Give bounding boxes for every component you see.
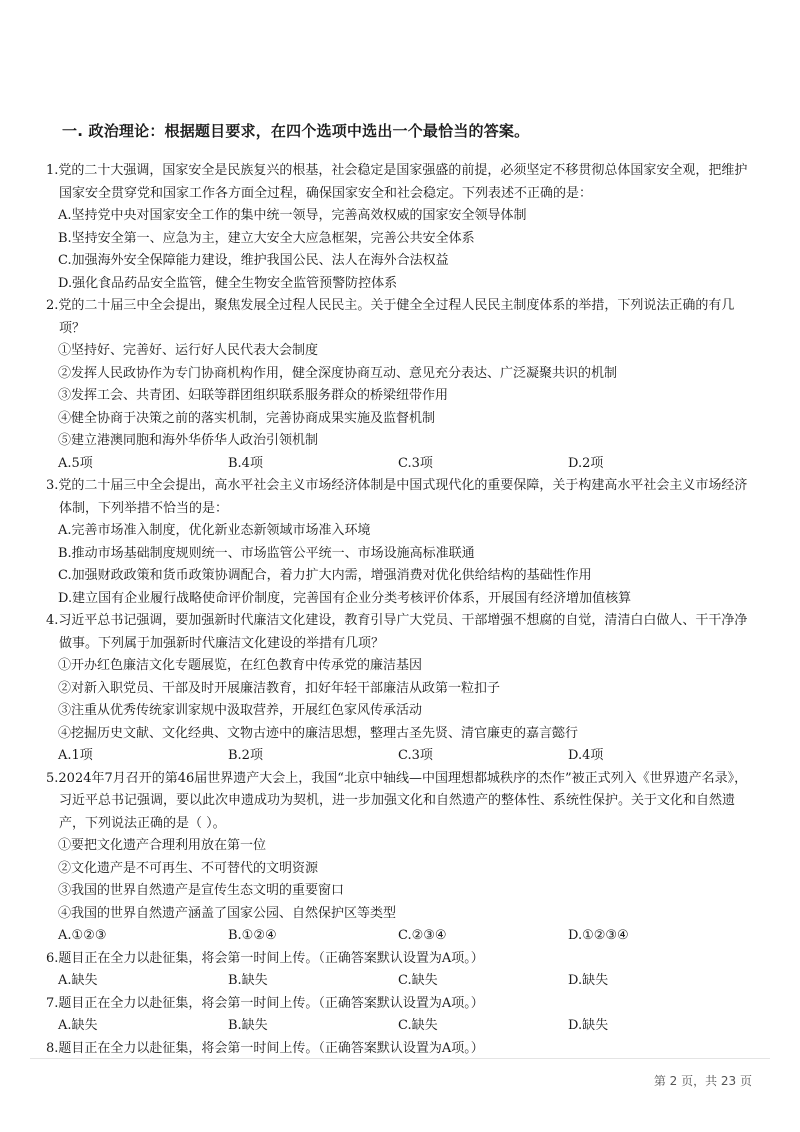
question-stem: 7.题目正在全力以赴征集，将会第一时间上传。（正确答案默认设置为A项。）: [46, 995, 484, 1011]
statement-item: ③我国的世界自然遗产是宣传生态文明的重要窗口: [58, 883, 345, 898]
answer-option: C.加强财政政策和货币政策协调配合，着力扩大内需，增强消费对优化供给结构的基础性作用: [58, 568, 592, 583]
answer-choice: B.缺失: [228, 1018, 268, 1033]
question-stem: 5.2024年7月召开的第46届世界遗产大会上，我国“北京中轴线—中国理想都城秩序的杰作”被正式列入《世界遗产名录》，习近平总书记强调，要以此次申遗成功为契机，进一步加强文化和自然遗产的整体性、系统性保护。关于文化和自然遗产，下列说法正确的是（ ）。: [46, 770, 748, 831]
answer-option: B.坚持安全第一、应急为主，建立大安全大应急框架，完善公共安全体系: [58, 230, 475, 246]
question-stem: 2.党的二十届三中全会提出，聚焦发展全过程人民民主。关于健全全过程人民民主制度体系的举措，下列说法正确的有几项？: [46, 298, 735, 336]
question-5: [46, 768, 758, 948]
statement-item: ③发挥工会、共青团、妇联等群团组织联系服务群众的桥梁纽带作用: [58, 388, 449, 403]
question-stem: 3.党的二十届三中全会提出，高水平社会主义市场经济体制是中国式现代化的重要保障，关于构建高水平社会主义市场经济体制，下列举措不恰当的是：: [46, 478, 748, 516]
question-stem: 8.题目正在全力以赴征集，将会第一时间上传。（正确答案默认设置为A项。）: [46, 1040, 484, 1056]
question-stem: 4.习近平总书记强调，要加强新时代廉洁文化建设，教育引导广大党员、干部增强不想腐的自觉，清清白白做人、干干净净做事。下列属于加强新时代廉洁文化建设的举措有几项？: [46, 613, 748, 651]
answer-choice: A.缺失: [58, 973, 98, 988]
question-7: [46, 993, 758, 1038]
answer-choice: D.缺失: [568, 973, 609, 988]
statement-item: ④健全协商于决策之前的落实机制，完善协商成果实施及监督机制: [58, 410, 436, 426]
statement-item: ②发挥人民政协作为专门协商机构作用，健全深度协商互动、意见充分表达、广泛凝聚共识的机制: [58, 365, 618, 381]
answer-choice: C.缺失: [398, 973, 438, 988]
answer-choice: A.1项: [58, 748, 93, 763]
answer-option: D.强化食品药品安全监管，健全生物安全监管预警防控体系: [58, 275, 398, 291]
answer-choice: B.①②④: [228, 928, 277, 943]
answer-choice: A.缺失: [58, 1018, 98, 1033]
answer-choice: B.缺失: [228, 973, 268, 988]
statement-item: ①开办红色廉洁文化专题展览，在红色教育中传承党的廉洁基因: [58, 658, 423, 673]
statement-item: ②对新入职党员、干部及时开展廉洁教育，扣好年轻干部廉洁从政第一粒扣子: [58, 680, 501, 696]
answer-choice: D.缺失: [568, 1018, 609, 1033]
statement-item: ⑤建立港澳同胞和海外华侨华人政治引领机制: [58, 433, 319, 448]
answer-choices-row: [46, 970, 758, 993]
answer-choice: A.5项: [58, 455, 93, 471]
answer-choice: C.3项: [398, 455, 433, 471]
answer-choice: C.3项: [398, 748, 433, 763]
answer-option: A.坚持党中央对国家安全工作的集中统一领导，完善高效权威的国家安全领导体制: [58, 208, 527, 223]
question-1: [46, 160, 758, 295]
section-title: 一. 政治理论：根据题目要求，在四个选项中选出一个最恰当的答案。: [62, 122, 530, 140]
answer-choice: C.缺失: [398, 1018, 438, 1033]
statement-item: ①坚持好、完善好、运行好人民代表大会制度: [58, 343, 319, 358]
question-2: [46, 295, 758, 475]
answer-choices-row: [46, 745, 758, 768]
answer-choice: D.①②③④: [568, 928, 629, 943]
answer-choice: D.2项: [568, 455, 604, 471]
answer-option: D.建立国有企业履行战略使命评价制度，完善国有企业分类考核评价体系，开展国有经济增加值核算: [58, 590, 632, 606]
answer-option: B.推动市场基础制度规则统一、市场监管公平统一、市场设施高标准联通: [58, 545, 475, 561]
answer-choice: B.2项: [228, 748, 263, 763]
statement-item: ④挖掘历史文献、文化经典、文物古迹中的廉洁思想，整理古圣先贤、清官廉吏的嘉言懿行: [58, 725, 579, 741]
answer-choice: B.4项: [228, 455, 263, 471]
question-stem: 6.题目正在全力以赴征集，将会第一时间上传。（正确答案默认设置为A项。）: [46, 950, 484, 966]
answer-choice: D.4项: [568, 748, 604, 763]
answer-choices-row: [46, 453, 758, 476]
footer-divider: [30, 1058, 770, 1059]
answer-choices-row: [46, 1015, 758, 1038]
answer-option: C.加强海外安全保障能力建设，维护我国公民、法人在海外合法权益: [58, 253, 449, 268]
question-6: [46, 948, 758, 993]
question-8: [46, 1038, 758, 1061]
answer-choice: A.①②③: [58, 928, 107, 943]
statement-item: ④我国的世界自然遗产涵盖了国家公园、自然保护区等类型: [58, 905, 397, 921]
statement-item: ②文化遗产是不可再生、不可替代的文明资源: [58, 860, 319, 876]
question-3: [46, 475, 758, 610]
statement-item: ③注重从优秀传统家训家规中汲取营养，开展红色家风传承活动: [58, 703, 423, 718]
page-indicator: 第 2 页，共 23 页: [653, 1074, 752, 1088]
question-4: [46, 610, 758, 768]
answer-choice: C.②③④: [398, 928, 447, 943]
question-list: [46, 160, 758, 1060]
statement-item: ①要把文化遗产合理利用放在第一位: [58, 838, 267, 853]
answer-option: A.完善市场准入制度，优化新业态新领域市场准入环境: [58, 523, 371, 538]
answer-choices-row: [46, 925, 758, 948]
question-stem: 1.党的二十大强调，国家安全是民族复兴的根基，社会稳定是国家强盛的前提，必须坚定不移贯彻总体国家安全观，把维护国家安全贯穿党和国家工作各方面全过程，确保国家安全和社会稳定。下列表述不正确的是：: [46, 163, 748, 201]
